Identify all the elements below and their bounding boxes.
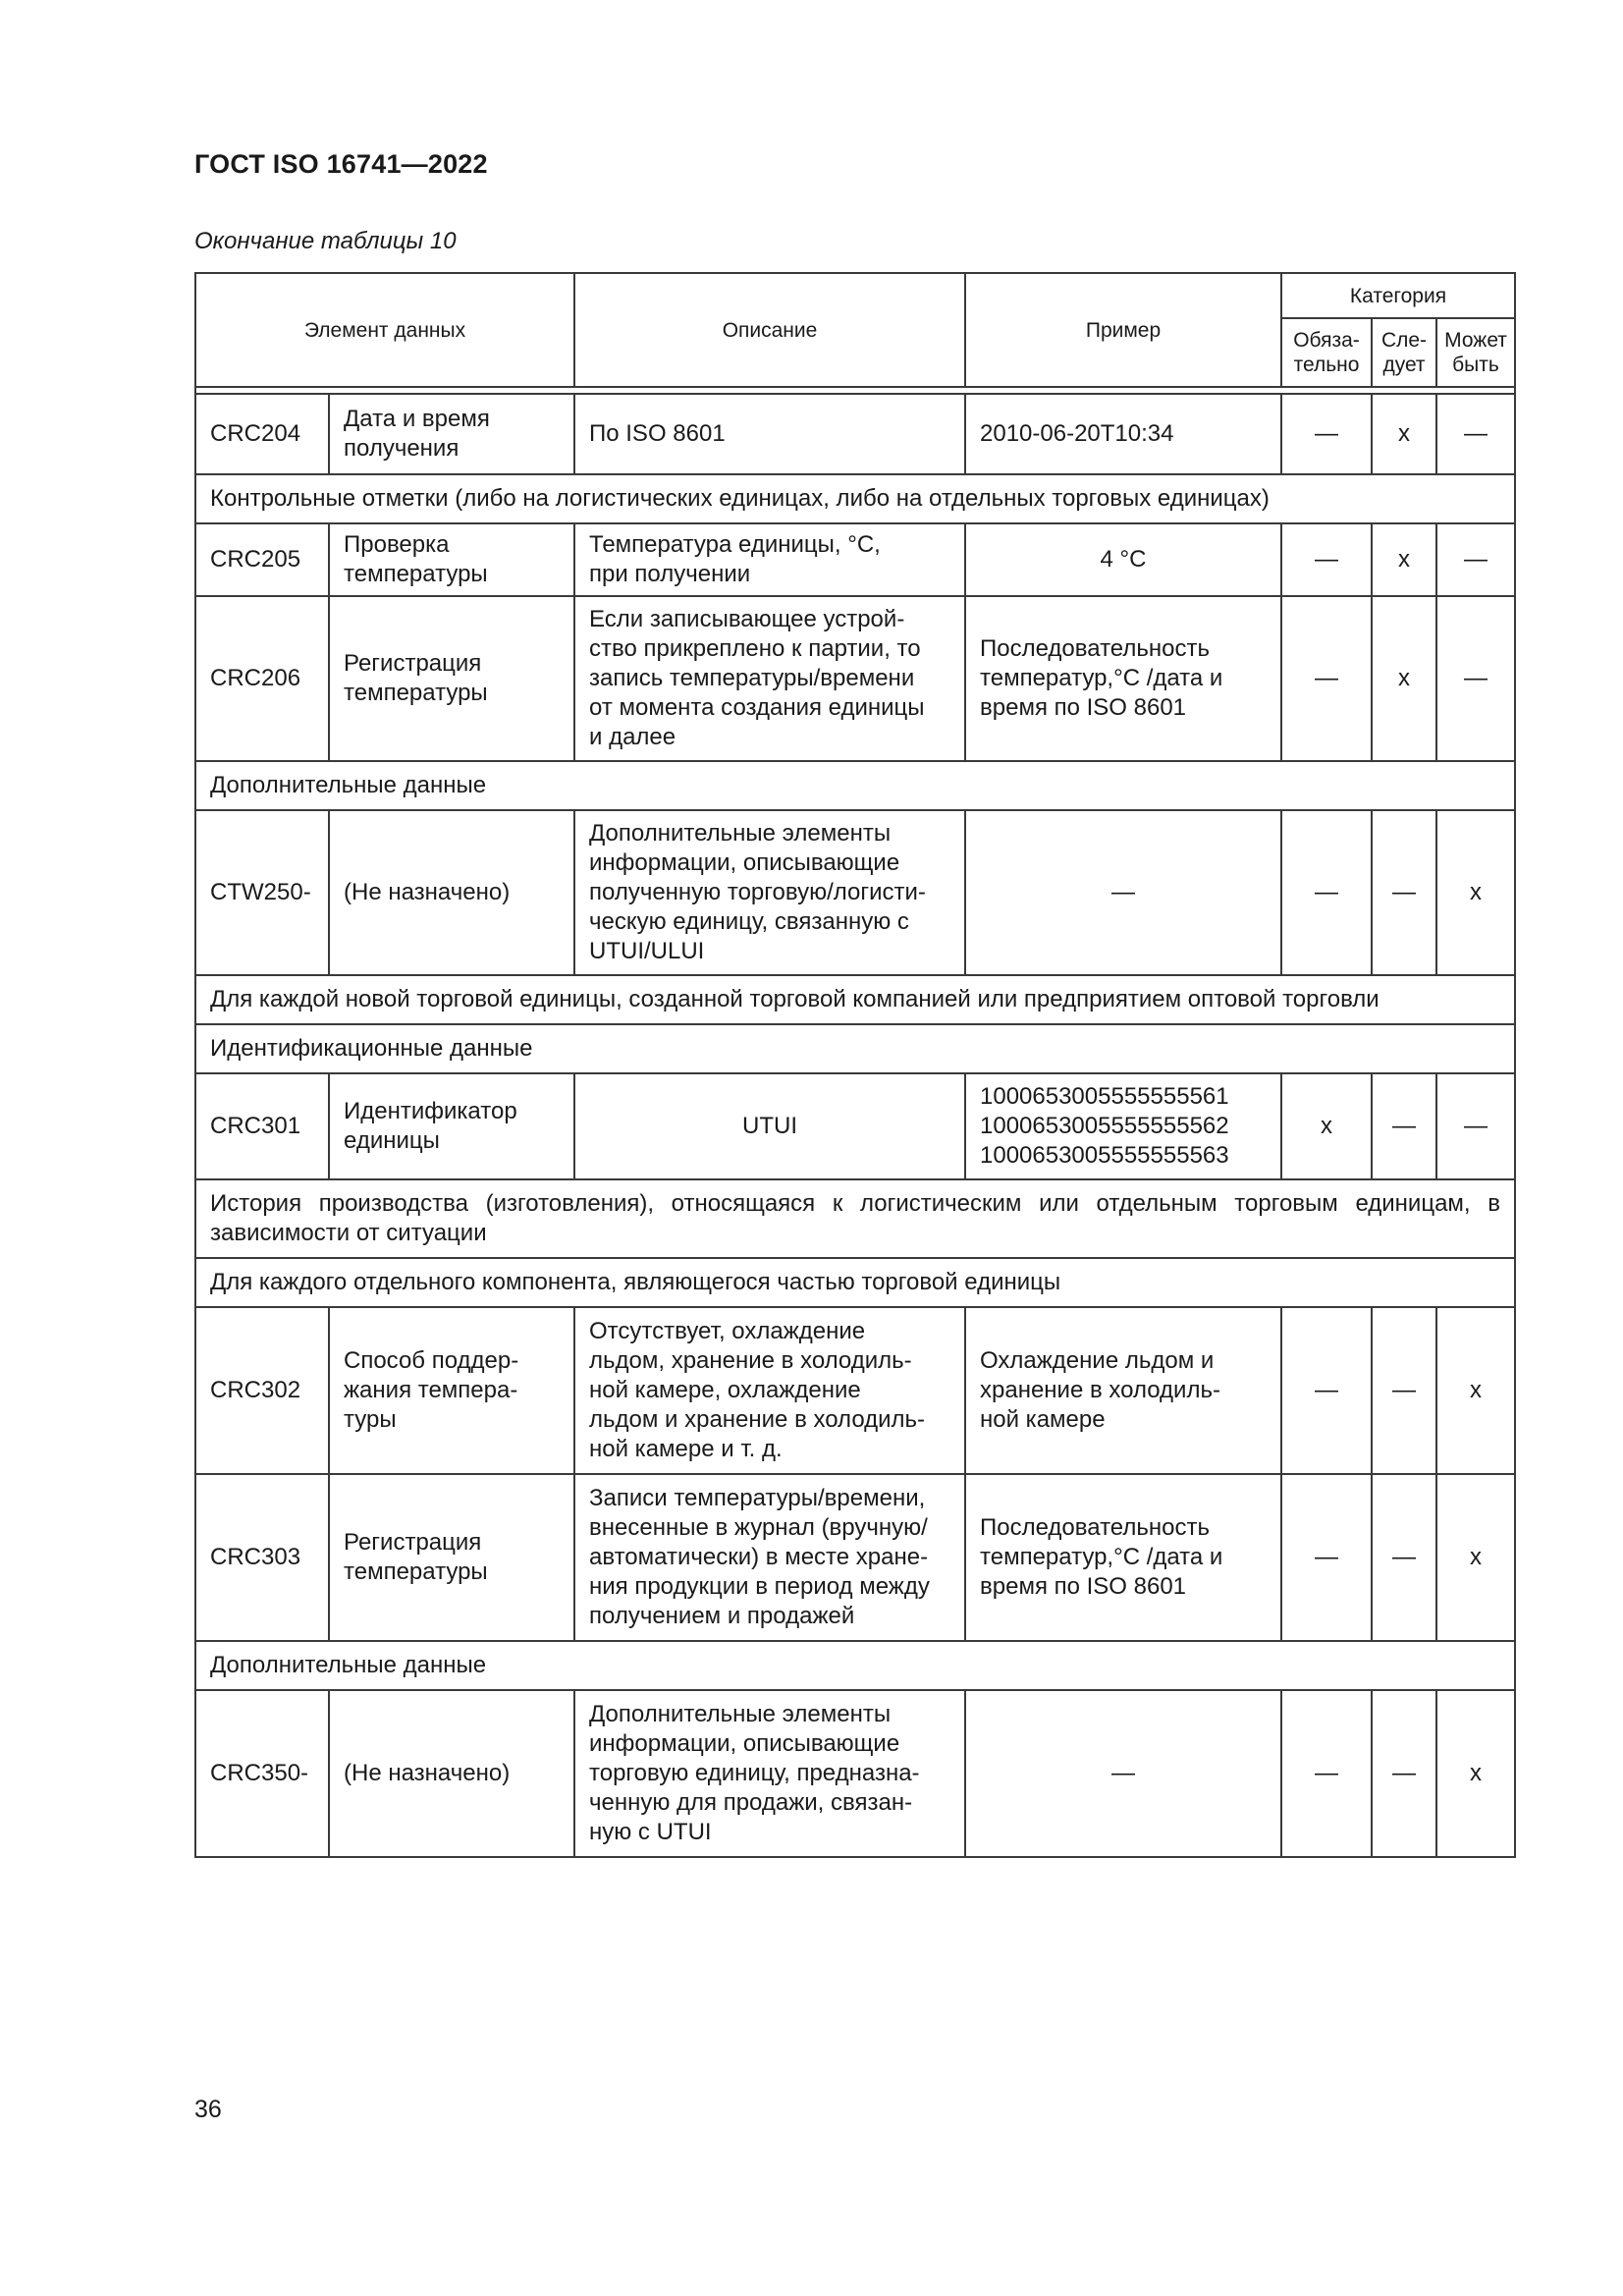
table-row [195, 1690, 1515, 1857]
element-example [965, 596, 1281, 761]
category-mandatory: — [1281, 1474, 1372, 1641]
section-heading: Для каждой новой торговой единицы, созданной торговой компанией или предприятием оптовой торговли [195, 975, 1515, 1024]
cell-line: полученную торговую/логисти- [589, 879, 926, 905]
element-name [329, 394, 574, 474]
section-row [195, 1179, 1515, 1258]
cell-line: 2010-06-20T10:34 [980, 420, 1174, 447]
element-example [965, 394, 1281, 474]
cell-line: единицы [344, 1127, 440, 1154]
category-mandatory: — [1281, 394, 1372, 474]
page-number: 36 [194, 2096, 222, 2123]
element-name [329, 1474, 574, 1641]
element-code: CRC205 [195, 523, 329, 596]
element-name [329, 810, 574, 975]
cell-line: Регистрация [344, 650, 482, 677]
category-mandatory: — [1281, 1307, 1372, 1474]
cell-line: и далее [589, 724, 676, 750]
cell-line: Дата и время [344, 406, 490, 432]
cell-line: UTUI/ULUI [589, 938, 705, 964]
cell-line: Способ поддер- [344, 1347, 519, 1374]
element-example [965, 1073, 1281, 1179]
cell-line: температуры [344, 680, 488, 706]
cell-line: внесенные в журнал (вручную/ [589, 1514, 928, 1541]
element-name [329, 1073, 574, 1179]
table-row [195, 1073, 1515, 1179]
cell-line: температур,°С /дата и [980, 1544, 1223, 1570]
cell-line: информации, описывающие [589, 1730, 900, 1757]
section-row [195, 761, 1515, 810]
category-may: — [1436, 596, 1515, 761]
cell-line: Последовательность [980, 635, 1210, 662]
cell-line: при получении [589, 561, 751, 587]
element-name [329, 1690, 574, 1857]
cell-line: 4 °С [1100, 546, 1147, 573]
cell-line: UTUI [742, 1113, 797, 1139]
section-row [195, 1024, 1515, 1073]
category-may: x [1436, 1307, 1515, 1474]
category-may: — [1436, 394, 1515, 474]
category-mandatory: — [1281, 523, 1372, 596]
element-name [329, 596, 574, 761]
section-row [195, 474, 1515, 523]
element-description [574, 1690, 965, 1857]
cell-line: получением и продажей [589, 1603, 855, 1629]
cell-line: ния продукции в период между [589, 1573, 930, 1600]
cell-line: запись температуры/времени [589, 665, 915, 691]
cell-line: Охлаждение льдом и [980, 1347, 1215, 1374]
element-code: CRC303 [195, 1474, 329, 1641]
element-description [574, 523, 965, 596]
cell-line: ной камере, охлаждение [589, 1377, 861, 1403]
category-mandatory: — [1281, 1690, 1372, 1857]
category-mandatory: — [1281, 596, 1372, 761]
element-example [965, 1307, 1281, 1474]
cell-line: получения [344, 435, 460, 462]
cell-line: Последовательность [980, 1514, 1210, 1541]
cell-line: льдом и хранение в холодиль- [589, 1406, 926, 1433]
category-should: — [1372, 810, 1436, 975]
table-row [195, 523, 1515, 596]
cell-line: Проверка [344, 531, 450, 558]
cell-line: Температура единицы, °С, [589, 531, 881, 558]
cell-line: льдом, хранение в холодиль- [589, 1347, 912, 1374]
cell-line: температуры [344, 561, 488, 587]
category-mandatory: — [1281, 810, 1372, 975]
category-mandatory: x [1281, 1073, 1372, 1179]
category-should: x [1372, 523, 1436, 596]
category-may: — [1436, 523, 1515, 596]
cell-line: температуры [344, 1558, 488, 1585]
cell-line: Дополнительные элементы [589, 820, 892, 847]
cell-line: Записи температуры/времени, [589, 1485, 926, 1511]
cell-line: (Не назначено) [344, 879, 511, 905]
category-should: — [1372, 1307, 1436, 1474]
category-should: — [1372, 1073, 1436, 1179]
table-row [195, 1307, 1515, 1474]
element-code: CTW250- [195, 810, 329, 975]
column-header-should: Сле- дует [1372, 318, 1436, 387]
element-description [574, 394, 965, 474]
element-code: CRC301 [195, 1073, 329, 1179]
cell-line: Если записывающее устрой- [589, 606, 905, 632]
cell-line: Регистрация [344, 1529, 482, 1556]
cell-line: — [1111, 879, 1135, 905]
element-code: CRC206 [195, 596, 329, 761]
element-description [574, 596, 965, 761]
column-header-description: Описание [574, 273, 965, 387]
cell-line: автоматически) в месте хране- [589, 1544, 929, 1570]
document-header: ГОСТ ISO 16741—2022 [194, 149, 488, 179]
table-row [195, 810, 1515, 975]
table-row [195, 1474, 1515, 1641]
section-row [195, 1258, 1515, 1307]
cell-line: 1000653005555555563 [980, 1142, 1229, 1169]
cell-line: ченную для продажи, связан- [589, 1789, 913, 1816]
element-code: CRC350- [195, 1690, 329, 1857]
cell-line: торговую единицу, предназна- [589, 1760, 920, 1786]
column-header-example: Пример [965, 273, 1281, 387]
section-heading: История производства (изготовления), относящаяся к логистическим или отдельным торговым единицам, в зависимости от ситуации [195, 1179, 1515, 1258]
element-example [965, 1690, 1281, 1857]
section-heading: Контрольные отметки (либо на логистических единицах, либо на отдельных торговых единицах) [195, 474, 1515, 523]
cell-line: ной камере и т. д. [589, 1436, 783, 1462]
column-header-element: Элемент данных [195, 273, 574, 387]
cell-line: По ISO 8601 [589, 420, 726, 447]
cell-line: — [1111, 1760, 1135, 1786]
column-header-may: Может быть [1436, 318, 1515, 387]
element-example [965, 810, 1281, 975]
category-should: x [1372, 596, 1436, 761]
data-elements-table [194, 272, 1516, 1858]
cell-line: (Не назначено) [344, 1760, 511, 1786]
cell-line: жания темпера- [344, 1377, 518, 1403]
element-description [574, 1307, 965, 1474]
category-may: x [1436, 810, 1515, 975]
cell-line: ческую единицу, связанную с [589, 908, 909, 935]
cell-line: информации, описывающие [589, 849, 900, 876]
table-caption: Окончание таблицы 10 [194, 228, 457, 254]
cell-line: Дополнительные элементы [589, 1701, 892, 1727]
cell-line: ной камере [980, 1406, 1106, 1433]
cell-line: Идентификатор [344, 1098, 517, 1124]
element-code: CRC302 [195, 1307, 329, 1474]
section-heading: Дополнительные данные [195, 761, 1515, 810]
cell-line: 1000653005555555562 [980, 1113, 1229, 1139]
cell-line: температур,°С /дата и [980, 665, 1223, 691]
category-should: — [1372, 1690, 1436, 1857]
element-description [574, 810, 965, 975]
cell-line: время по ISO 8601 [980, 1573, 1187, 1600]
category-should: — [1372, 1474, 1436, 1641]
element-code: CRC204 [195, 394, 329, 474]
cell-line: ную с UTUI [589, 1819, 712, 1845]
element-example [965, 523, 1281, 596]
element-name [329, 523, 574, 596]
table-row [195, 394, 1515, 474]
cell-line: 1000653005555555561 [980, 1083, 1229, 1110]
cell-line: от момента создания единицы [589, 694, 925, 721]
header-separator [195, 387, 1515, 394]
cell-line: туры [344, 1406, 397, 1433]
section-heading: Идентификационные данные [195, 1024, 1515, 1073]
section-heading: Для каждого отдельного компонента, являющегося частью торговой единицы [195, 1258, 1515, 1307]
element-description [574, 1474, 965, 1641]
category-may: — [1436, 1073, 1515, 1179]
table-row [195, 596, 1515, 761]
element-example [965, 1474, 1281, 1641]
section-row [195, 975, 1515, 1024]
cell-line: время по ISO 8601 [980, 694, 1187, 721]
column-header-category: Категория [1281, 273, 1515, 318]
section-row [195, 1641, 1515, 1690]
table-header-row-1 [195, 273, 1515, 318]
category-should: x [1372, 394, 1436, 474]
element-name [329, 1307, 574, 1474]
category-may: x [1436, 1690, 1515, 1857]
category-may: x [1436, 1474, 1515, 1641]
cell-line: Отсутствует, охлаждение [589, 1318, 866, 1344]
table-body [195, 387, 1515, 1857]
section-heading: Дополнительные данные [195, 1641, 1515, 1690]
cell-line: хранение в холодиль- [980, 1377, 1220, 1403]
element-description [574, 1073, 965, 1179]
cell-line: ство прикреплено к партии, то [589, 635, 921, 662]
column-header-mandatory: Обяза- тельно [1281, 318, 1372, 387]
